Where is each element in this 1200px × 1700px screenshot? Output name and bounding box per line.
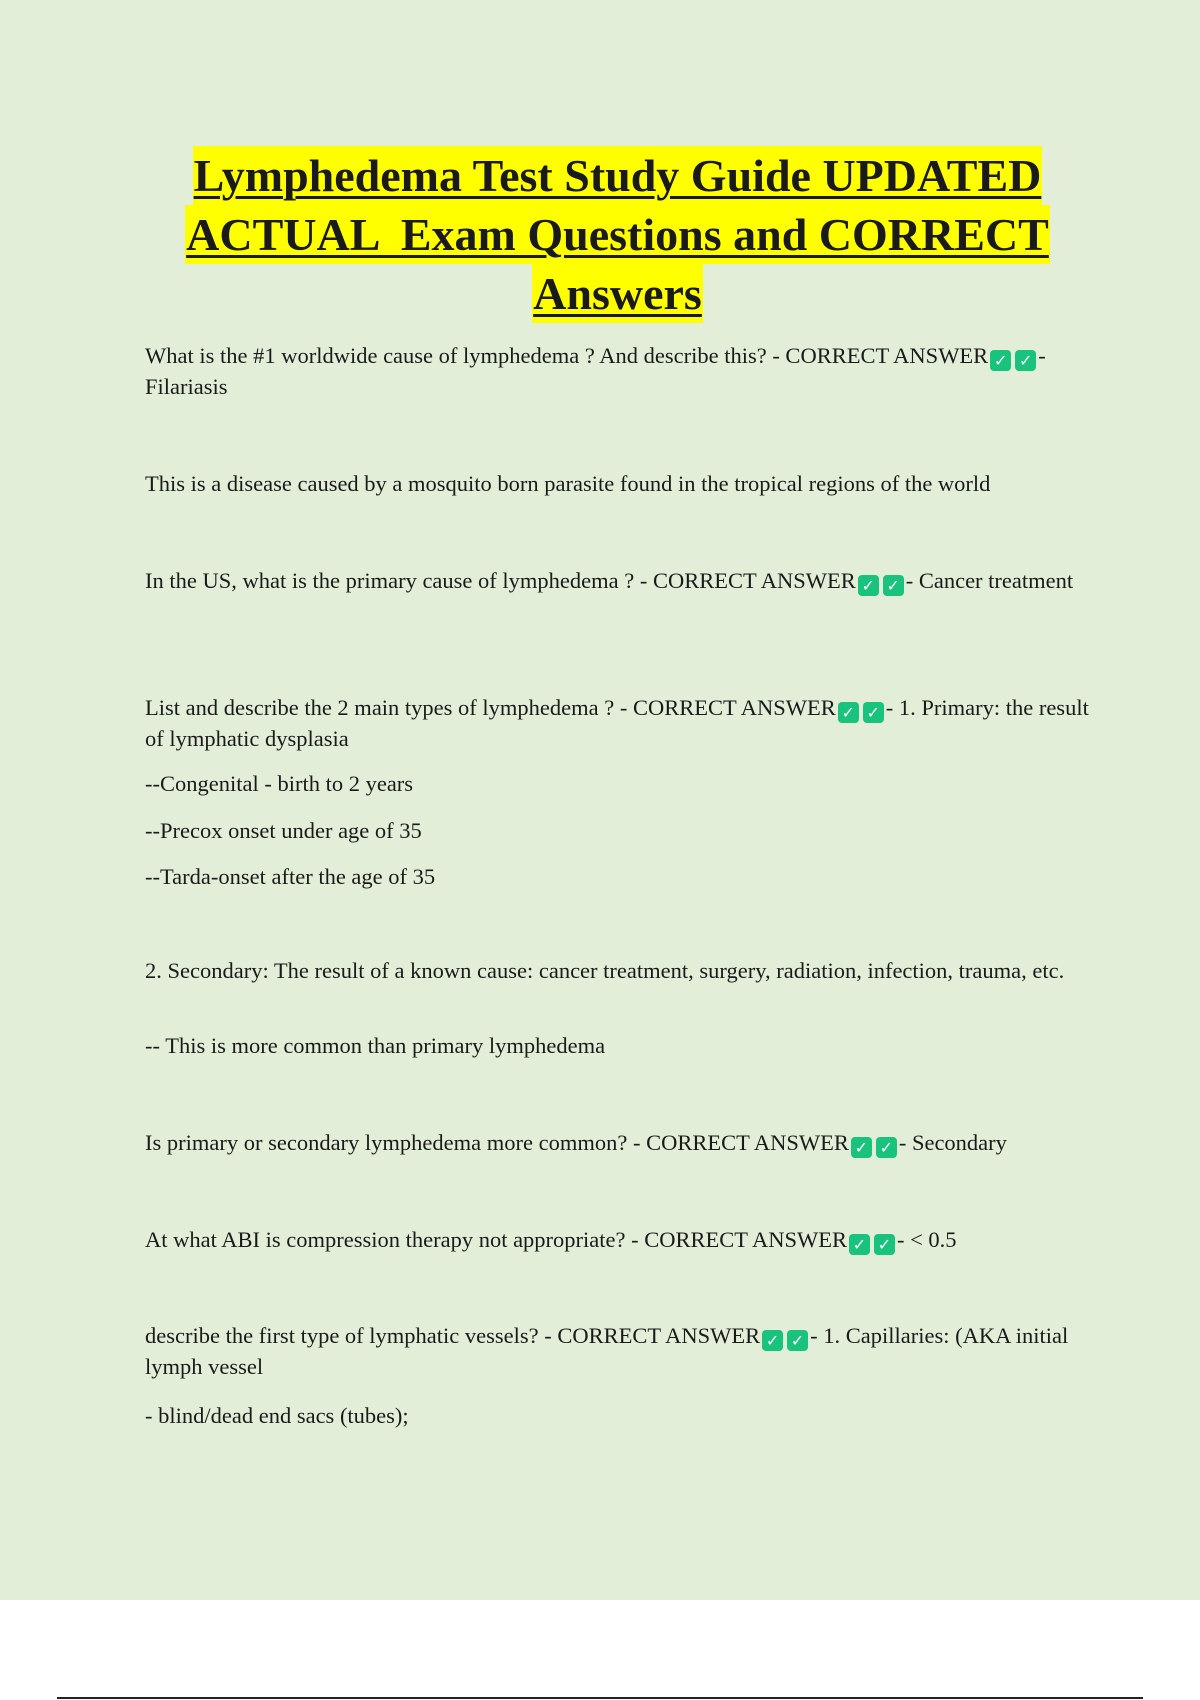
answer-text: - 1. Capillaries: (AKA initial lymph vessel bbox=[145, 1323, 1069, 1379]
check-mark-icon: ✓ bbox=[838, 702, 859, 723]
title-line-1: Lymphedema Test Study Guide UPDATED bbox=[193, 146, 1043, 205]
check-mark-icon: ✓ bbox=[849, 1234, 870, 1255]
check-mark-icon: ✓ bbox=[874, 1234, 895, 1255]
question-3 bbox=[145, 692, 1100, 754]
answer-text: - Filariasis bbox=[145, 343, 1046, 399]
question-4 bbox=[145, 1127, 1100, 1158]
document-title bbox=[100, 146, 1135, 323]
answer-text: - Secondary bbox=[898, 1130, 1007, 1155]
question-6-detail: - blind/dead end sacs (tubes); bbox=[145, 1403, 409, 1428]
check-mark-icon: ✓ bbox=[876, 1137, 897, 1158]
primary-type-item: --Tarda-onset after the age of 35 bbox=[145, 864, 436, 889]
question-text: Is primary or secondary lymphedema more common? - CORRECT ANSWER bbox=[145, 1130, 849, 1155]
primary-type-item: --Congenital - birth to 2 years bbox=[145, 771, 414, 796]
question-text: describe the first type of lymphatic vessels? - CORRECT ANSWER bbox=[145, 1323, 761, 1348]
check-mark-icon: ✓ bbox=[787, 1330, 808, 1351]
check-mark-icon: ✓ bbox=[851, 1137, 872, 1158]
question-5 bbox=[145, 1224, 1100, 1255]
footer-divider bbox=[57, 1697, 1143, 1699]
question-6 bbox=[145, 1320, 1100, 1382]
check-mark-icon: ✓ bbox=[863, 702, 884, 723]
check-mark-icon: ✓ bbox=[990, 350, 1011, 371]
question-text: At what ABI is compression therapy not appropriate? - CORRECT ANSWER bbox=[145, 1227, 847, 1252]
question-2 bbox=[145, 565, 1100, 596]
answer-text: - < 0.5 bbox=[897, 1227, 957, 1252]
answer-text: - Cancer treatment bbox=[905, 568, 1074, 593]
question-1-detail: This is a disease caused by a mosquito born parasite found in the tropical regions of the world bbox=[145, 471, 991, 496]
title-line-3: Answers bbox=[532, 264, 703, 323]
question-text: In the US, what is the primary cause of lymphedema ? - CORRECT ANSWER bbox=[145, 568, 856, 593]
check-mark-icon: ✓ bbox=[762, 1330, 783, 1351]
secondary-type-description: 2. Secondary: The result of a known cause: cancer treatment, surgery, radiation, infection, trauma, etc. bbox=[145, 958, 1065, 983]
check-mark-icon: ✓ bbox=[883, 575, 904, 596]
question-text: List and describe the 2 main types of lymphedema ? - CORRECT ANSWER bbox=[145, 695, 836, 720]
secondary-type-note: -- This is more common than primary lymphedema bbox=[145, 1033, 606, 1058]
question-text: What is the #1 worldwide cause of lymphedema ? And describe this? - CORRECT ANSWER bbox=[145, 343, 989, 368]
check-mark-icon: ✓ bbox=[858, 575, 879, 596]
title-line-2: ACTUAL Exam Questions and CORRECT bbox=[185, 205, 1050, 264]
primary-type-item: --Precox onset under age of 35 bbox=[145, 818, 422, 843]
answer-text: - 1. Primary: the result of lymphatic dysplasia bbox=[145, 695, 1089, 751]
question-1 bbox=[145, 340, 1100, 402]
check-mark-icon: ✓ bbox=[1015, 350, 1036, 371]
